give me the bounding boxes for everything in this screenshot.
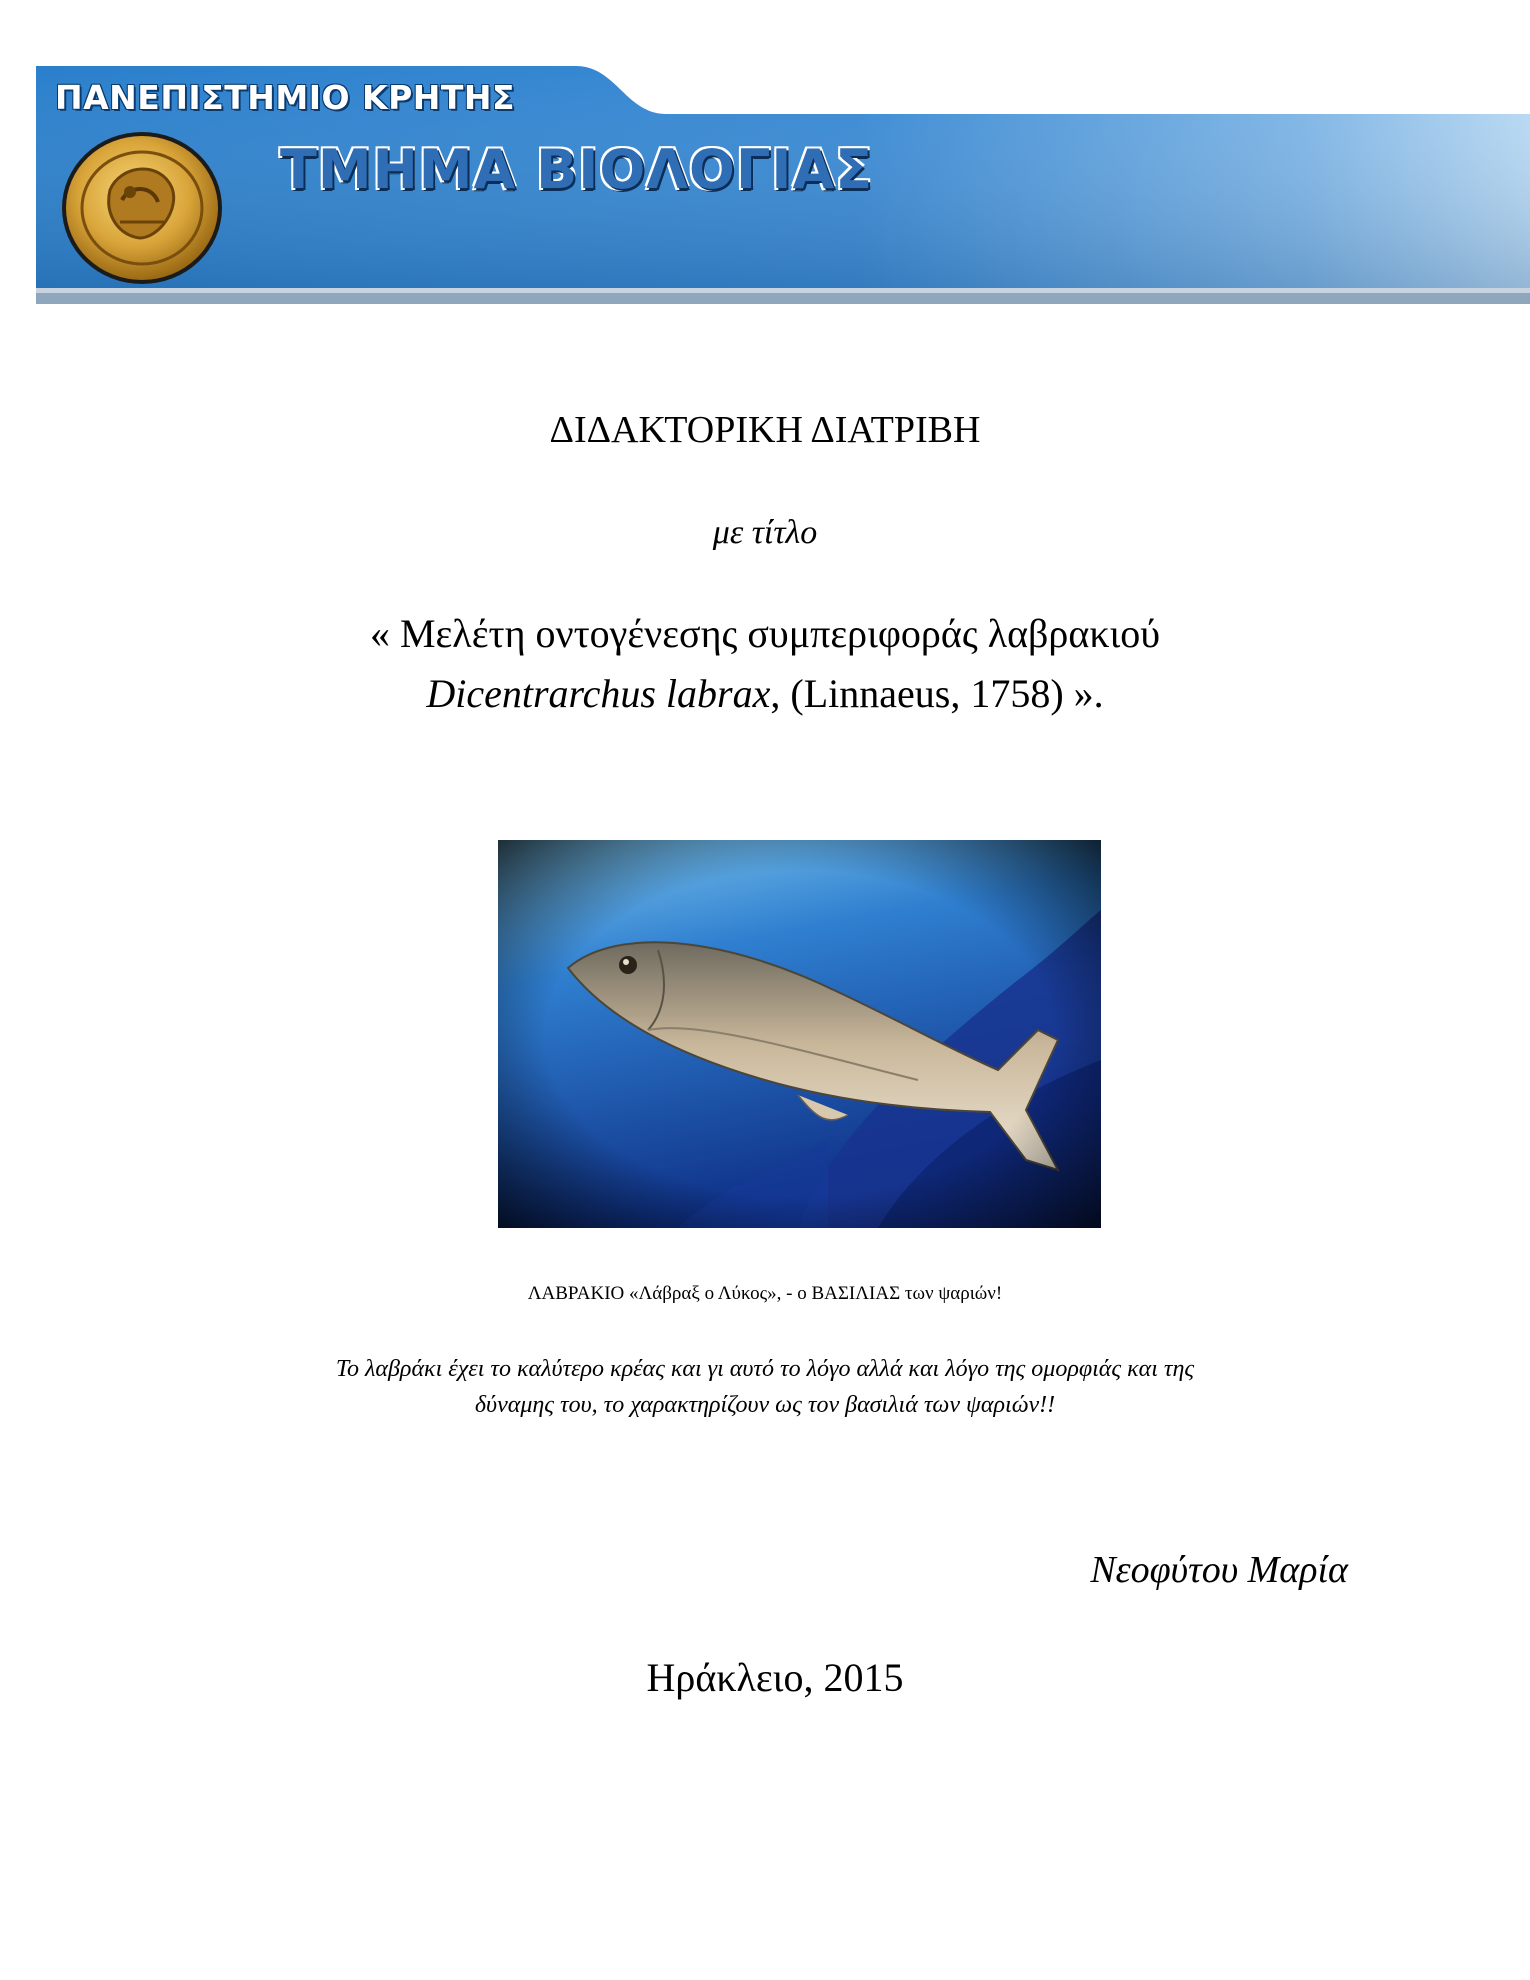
university-name: ΠΑΝΕΠΙΣΤΗΜΙΟ ΚΡΗΤΗΣ (55, 78, 516, 117)
document-type: ΔΙΔΑΚΤΟΡΙΚΗ ΔΙΑΤΡΙΒΗ (549, 409, 981, 451)
thesis-title-rest: , (Linnaeus, 1758) ». (770, 671, 1104, 716)
photo-caption: ΛΑΒΡΑΚΙΟ «Λάβραξ ο Λύκος», - ο ΒΑΣΙΛΙΑΣ των ψαριών! (527, 1283, 1003, 1304)
place-date: Ηράκλειο, 2015 (646, 1655, 904, 1700)
thesis-title-line2 (0, 670, 1530, 717)
thesis-title-line1: « Μελέτη οντογένεσης συμπεριφοράς λαβρακιού (369, 611, 1161, 656)
department-name: ΤΜΗΜΑ ΒΙΟΛΟΓΙΑΣ (280, 138, 874, 201)
quote-line2: δύναμης του, το χαρακτηρίζουν ως τον βασιλιά των ψαριών!! (474, 1392, 1056, 1418)
university-seal-icon (60, 130, 224, 286)
with-title-label: με τίτλο (712, 514, 818, 551)
sea-bass-photo (498, 840, 1101, 1228)
scientific-name: Dicentrarchus labrax (426, 671, 771, 716)
quote-line1: Το λαβράκι έχει το καλύτερο κρέας και γι αυτό το λόγο αλλά και λόγο της ομορφιάς και της (335, 1356, 1195, 1382)
author-name: Νεοφύτου Μαρία (1090, 1549, 1348, 1591)
